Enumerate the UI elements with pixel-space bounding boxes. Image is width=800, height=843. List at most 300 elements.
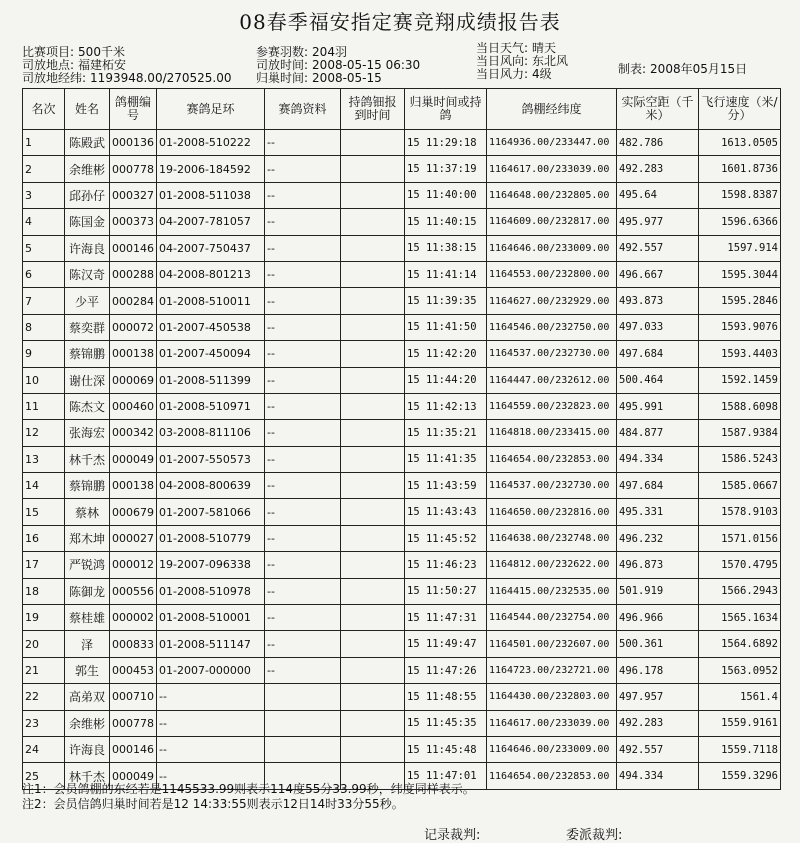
rank-cell: 7 [23, 288, 65, 314]
report-time-cell [341, 130, 405, 156]
table-row [23, 736, 781, 762]
report-time-cell [341, 605, 405, 631]
header-name: 姓名 [65, 89, 110, 130]
ring-cell: 04-2007-781057 [157, 209, 265, 235]
ring-cell: 04-2007-750437 [157, 235, 265, 261]
report-title: 08春季福安指定赛竞翔成绩报告表 [239, 10, 561, 34]
table-row [23, 499, 781, 525]
distance-cell: 492.283 [617, 156, 699, 182]
coords-cell: 1164818.00/233415.00 [487, 420, 617, 446]
pigeon-info-cell [265, 736, 341, 762]
pigeon-info-cell [265, 684, 341, 710]
speed-cell: 1586.5243 [699, 446, 781, 472]
speed-cell: 1601.8736 [699, 156, 781, 182]
shed-id-cell: 000453 [110, 657, 157, 683]
header-shed-id: 鸽棚编号 [110, 89, 157, 130]
coords-cell: 1164559.00/232823.00 [487, 393, 617, 419]
name-cell: 余维彬 [65, 156, 110, 182]
shed-id-cell: 000288 [110, 261, 157, 287]
dispatcher-signature-label: 委派裁判: [566, 828, 623, 843]
return-time-cell: 15 11:47:26 [405, 657, 487, 683]
rank-cell: 17 [23, 552, 65, 578]
distance-cell: 495.64 [617, 182, 699, 208]
name-cell: 蔡奕群 [65, 314, 110, 340]
report-time-cell [341, 314, 405, 340]
distance-cell: 496.667 [617, 261, 699, 287]
report-time-cell [341, 446, 405, 472]
speed-cell: 1571.0156 [699, 525, 781, 551]
name-cell: 许海良 [65, 235, 110, 261]
ring-cell: -- [157, 763, 265, 789]
report-time-cell [341, 288, 405, 314]
ring-cell: 01-2008-511147 [157, 631, 265, 657]
coords-cell: 1164501.00/232607.00 [487, 631, 617, 657]
table-row [23, 393, 781, 419]
report-time-cell [341, 736, 405, 762]
meta-weather: 当日天气: 晴天 [476, 41, 557, 55]
distance-cell: 495.331 [617, 499, 699, 525]
speed-cell: 1570.4795 [699, 552, 781, 578]
return-time-cell: 15 11:35:21 [405, 420, 487, 446]
return-time-cell: 15 11:43:43 [405, 499, 487, 525]
pigeon-info-cell: -- [265, 552, 341, 578]
report-time-cell [341, 235, 405, 261]
table-row [23, 209, 781, 235]
coords-cell: 1164723.00/232721.00 [487, 657, 617, 683]
ring-cell: 04-2008-801213 [157, 261, 265, 287]
return-time-cell: 15 11:45:48 [405, 736, 487, 762]
rank-cell: 23 [23, 710, 65, 736]
name-cell: 林千杰 [65, 446, 110, 472]
return-time-cell: 15 11:45:52 [405, 525, 487, 551]
coords-cell: 1164654.00/232853.00 [487, 446, 617, 472]
speed-cell: 1588.6098 [699, 393, 781, 419]
coords-cell: 1164447.00/232612.00 [487, 367, 617, 393]
ring-cell: 01-2008-510779 [157, 525, 265, 551]
speed-cell: 1598.8387 [699, 182, 781, 208]
shed-id-cell: 000138 [110, 473, 157, 499]
rank-cell: 4 [23, 209, 65, 235]
rank-cell: 8 [23, 314, 65, 340]
name-cell: 张海宏 [65, 420, 110, 446]
name-cell: 陈国金 [65, 209, 110, 235]
distance-cell: 497.684 [617, 341, 699, 367]
table-row [23, 420, 781, 446]
header-rank: 名次 [23, 89, 65, 130]
header-return-time: 归巢时间或持鸽 [405, 89, 487, 130]
pigeon-info-cell: -- [265, 393, 341, 419]
return-time-cell: 15 11:47:01 [405, 763, 487, 789]
distance-cell: 495.977 [617, 209, 699, 235]
report-time-cell [341, 261, 405, 287]
coords-cell: 1164617.00/233039.00 [487, 710, 617, 736]
rank-cell: 25 [23, 763, 65, 789]
table-row [23, 525, 781, 551]
table-row [23, 710, 781, 736]
distance-cell: 494.334 [617, 446, 699, 472]
speed-cell: 1563.0952 [699, 657, 781, 683]
meta-race-item: 比赛项目: 500千米 [22, 45, 125, 59]
rank-cell: 9 [23, 341, 65, 367]
speed-cell: 1587.9384 [699, 420, 781, 446]
distance-cell: 497.684 [617, 473, 699, 499]
ring-cell: 01-2008-511038 [157, 182, 265, 208]
header-ring: 赛鸽足环 [157, 89, 265, 130]
rank-cell: 2 [23, 156, 65, 182]
return-time-cell: 15 11:38:15 [405, 235, 487, 261]
coords-cell: 1164553.00/232800.00 [487, 261, 617, 287]
name-cell: 谢仕深 [65, 367, 110, 393]
shed-id-cell: 000778 [110, 156, 157, 182]
pigeon-info-cell: -- [265, 341, 341, 367]
shed-id-cell: 000002 [110, 605, 157, 631]
coords-cell: 1164646.00/233009.00 [487, 736, 617, 762]
pigeon-info-cell: -- [265, 605, 341, 631]
shed-id-cell: 000710 [110, 684, 157, 710]
speed-cell: 1593.4403 [699, 341, 781, 367]
distance-cell: 496.966 [617, 605, 699, 631]
meta-entries: 参赛羽数: 204羽 [256, 45, 347, 59]
shed-id-cell: 000069 [110, 367, 157, 393]
name-cell: 郑木坤 [65, 525, 110, 551]
return-time-cell: 15 11:46:23 [405, 552, 487, 578]
return-time-cell: 15 11:37:19 [405, 156, 487, 182]
name-cell: 余维彬 [65, 710, 110, 736]
distance-cell: 500.464 [617, 367, 699, 393]
name-cell: 蔡锦鹏 [65, 341, 110, 367]
rank-cell: 20 [23, 631, 65, 657]
rank-cell: 14 [23, 473, 65, 499]
report-time-cell [341, 684, 405, 710]
pigeon-info-cell: -- [265, 182, 341, 208]
coords-cell: 1164609.00/232817.00 [487, 209, 617, 235]
table-row [23, 605, 781, 631]
speed-cell: 1578.9103 [699, 499, 781, 525]
speed-cell: 1593.9076 [699, 314, 781, 340]
shed-id-cell: 000373 [110, 209, 157, 235]
coords-cell: 1164537.00/232730.00 [487, 341, 617, 367]
report-time-cell [341, 209, 405, 235]
ring-cell: 01-2008-510978 [157, 578, 265, 604]
coords-cell: 1164430.00/232803.00 [487, 684, 617, 710]
distance-cell: 494.334 [617, 763, 699, 789]
report-time-cell [341, 499, 405, 525]
speed-cell: 1566.2943 [699, 578, 781, 604]
shed-id-cell: 000138 [110, 341, 157, 367]
rank-cell: 22 [23, 684, 65, 710]
table-row [23, 156, 781, 182]
rank-cell: 6 [23, 261, 65, 287]
return-time-cell: 15 11:45:35 [405, 710, 487, 736]
rank-cell: 24 [23, 736, 65, 762]
header-speed: 飞行速度（米/分） [699, 89, 781, 130]
ring-cell: 01-2008-510971 [157, 393, 265, 419]
pigeon-info-cell: -- [265, 209, 341, 235]
pigeon-info-cell: -- [265, 420, 341, 446]
table-row [23, 552, 781, 578]
shed-id-cell: 000778 [110, 710, 157, 736]
rank-cell: 12 [23, 420, 65, 446]
coords-cell: 1164654.00/232853.00 [487, 763, 617, 789]
pigeon-info-cell: -- [265, 473, 341, 499]
ring-cell: 01-2007-550573 [157, 446, 265, 472]
return-time-cell: 15 11:40:15 [405, 209, 487, 235]
shed-id-cell: 000027 [110, 525, 157, 551]
note-1: 注1：会员鸽棚的东经若是1145533.99则表示114度55分33.99秒，纬度同样表示。 [22, 782, 475, 796]
ring-cell: -- [157, 684, 265, 710]
coords-cell: 1164812.00/232622.00 [487, 552, 617, 578]
speed-cell: 1559.9161 [699, 710, 781, 736]
shed-id-cell: 000136 [110, 130, 157, 156]
pigeon-info-cell: -- [265, 130, 341, 156]
distance-cell: 497.957 [617, 684, 699, 710]
ring-cell: 03-2008-811106 [157, 420, 265, 446]
shed-id-cell: 000049 [110, 763, 157, 789]
shed-id-cell: 000072 [110, 314, 157, 340]
name-cell: 少平 [65, 288, 110, 314]
shed-id-cell: 000327 [110, 182, 157, 208]
speed-cell: 1596.6366 [699, 209, 781, 235]
ring-cell: 01-2008-510011 [157, 288, 265, 314]
coords-cell: 1164936.00/233447.00 [487, 130, 617, 156]
coords-cell: 1164650.00/232816.00 [487, 499, 617, 525]
report-time-cell [341, 341, 405, 367]
pigeon-info-cell: -- [265, 235, 341, 261]
meta-release-coords: 司放地经纬: 1193948.00/270525.00 [22, 71, 232, 85]
report-time-cell [341, 393, 405, 419]
table-row [23, 288, 781, 314]
note-2: 注2：会员信鸽归巢时间若是12 14:33:55则表示12日14时33分55秒。 [22, 797, 404, 811]
pigeon-info-cell: -- [265, 156, 341, 182]
shed-id-cell: 000012 [110, 552, 157, 578]
return-time-cell: 15 11:49:47 [405, 631, 487, 657]
coords-cell: 1164627.00/232929.00 [487, 288, 617, 314]
report-time-cell [341, 552, 405, 578]
return-time-cell: 15 11:41:50 [405, 314, 487, 340]
distance-cell: 493.873 [617, 288, 699, 314]
distance-cell: 495.991 [617, 393, 699, 419]
shed-id-cell: 000833 [110, 631, 157, 657]
speed-cell: 1585.0667 [699, 473, 781, 499]
return-time-cell: 15 11:47:31 [405, 605, 487, 631]
rank-cell: 16 [23, 525, 65, 551]
ring-cell: 01-2008-511399 [157, 367, 265, 393]
pigeon-info-cell: -- [265, 631, 341, 657]
distance-cell: 496.873 [617, 552, 699, 578]
ring-cell: 19-2006-184592 [157, 156, 265, 182]
rank-cell: 3 [23, 182, 65, 208]
shed-id-cell: 000679 [110, 499, 157, 525]
report-time-cell [341, 473, 405, 499]
name-cell: 陈殿武 [65, 130, 110, 156]
return-time-cell: 15 11:42:13 [405, 393, 487, 419]
return-time-cell: 15 11:43:59 [405, 473, 487, 499]
return-time-cell: 15 11:48:55 [405, 684, 487, 710]
table-row [23, 341, 781, 367]
ring-cell: 19-2007-096338 [157, 552, 265, 578]
name-cell: 陈汉奇 [65, 261, 110, 287]
name-cell: 林千杰 [65, 763, 110, 789]
report-time-cell [341, 367, 405, 393]
coords-cell: 1164617.00/233039.00 [487, 156, 617, 182]
report-time-cell [341, 657, 405, 683]
pigeon-info-cell: -- [265, 314, 341, 340]
coords-cell: 1164544.00/232754.00 [487, 605, 617, 631]
ring-cell: 01-2008-510001 [157, 605, 265, 631]
name-cell: 陈杰文 [65, 393, 110, 419]
ring-cell: 01-2008-510222 [157, 130, 265, 156]
return-time-cell: 15 11:40:00 [405, 182, 487, 208]
pigeon-info-cell: -- [265, 525, 341, 551]
speed-cell: 1559.3296 [699, 763, 781, 789]
coords-cell: 1164648.00/232805.00 [487, 182, 617, 208]
meta-release-time: 司放时间: 2008-05-15 06:30 [256, 58, 421, 72]
pigeon-info-cell: -- [265, 578, 341, 604]
shed-id-cell: 000460 [110, 393, 157, 419]
table-row [23, 314, 781, 340]
distance-cell: 484.877 [617, 420, 699, 446]
distance-cell: 497.033 [617, 314, 699, 340]
speed-cell: 1565.1634 [699, 605, 781, 631]
speed-cell: 1595.2846 [699, 288, 781, 314]
table-row [23, 367, 781, 393]
ring-cell: 04-2008-800639 [157, 473, 265, 499]
name-cell: 陈御龙 [65, 578, 110, 604]
distance-cell: 496.232 [617, 525, 699, 551]
table-row [23, 631, 781, 657]
speed-cell: 1595.3044 [699, 261, 781, 287]
speed-cell: 1564.6892 [699, 631, 781, 657]
return-time-cell: 15 11:41:35 [405, 446, 487, 472]
name-cell: 高弟双 [65, 684, 110, 710]
header-shed-coords: 鸽棚经纬度 [487, 89, 617, 130]
ring-cell: 01-2007-581066 [157, 499, 265, 525]
distance-cell: 501.919 [617, 578, 699, 604]
report-time-cell [341, 420, 405, 446]
table-row [23, 684, 781, 710]
meta-wind-force: 当日风力: 4级 [476, 67, 552, 81]
coords-cell: 1164646.00/233009.00 [487, 235, 617, 261]
name-cell: 蔡桂雄 [65, 605, 110, 631]
return-time-cell: 15 11:41:14 [405, 261, 487, 287]
pigeon-info-cell: -- [265, 288, 341, 314]
name-cell: 许海良 [65, 736, 110, 762]
distance-cell: 492.557 [617, 736, 699, 762]
report-time-cell [341, 631, 405, 657]
return-time-cell: 15 11:29:18 [405, 130, 487, 156]
shed-id-cell: 000284 [110, 288, 157, 314]
shed-id-cell: 000342 [110, 420, 157, 446]
ring-cell: -- [157, 710, 265, 736]
ring-cell: 01-2007-000000 [157, 657, 265, 683]
speed-cell: 1561.4 [699, 684, 781, 710]
name-cell: 郭生 [65, 657, 110, 683]
meta-wind-direction: 当日风向: 东北风 [476, 54, 569, 68]
distance-cell: 500.361 [617, 631, 699, 657]
return-time-cell: 15 11:50:27 [405, 578, 487, 604]
report-time-cell [341, 525, 405, 551]
table-row [23, 235, 781, 261]
rank-cell: 15 [23, 499, 65, 525]
pigeon-info-cell: -- [265, 261, 341, 287]
name-cell: 泽 [65, 631, 110, 657]
speed-cell: 1592.1459 [699, 367, 781, 393]
table-row [23, 130, 781, 156]
table-row [23, 578, 781, 604]
shed-id-cell: 000049 [110, 446, 157, 472]
speed-cell: 1613.0505 [699, 130, 781, 156]
name-cell: 蔡林 [65, 499, 110, 525]
return-time-cell: 15 11:42:20 [405, 341, 487, 367]
pigeon-info-cell [265, 710, 341, 736]
ring-cell: 01-2007-450538 [157, 314, 265, 340]
rank-cell: 10 [23, 367, 65, 393]
distance-cell: 492.283 [617, 710, 699, 736]
coords-cell: 1164638.00/232748.00 [487, 525, 617, 551]
rank-cell: 19 [23, 605, 65, 631]
table-row [23, 657, 781, 683]
meta-release-place: 司放地点: 福建柘安 [22, 58, 127, 72]
distance-cell: 492.557 [617, 235, 699, 261]
pigeon-info-cell: -- [265, 446, 341, 472]
rank-cell: 11 [23, 393, 65, 419]
rank-cell: 21 [23, 657, 65, 683]
return-time-cell: 15 11:44:20 [405, 367, 487, 393]
pigeon-info-cell: -- [265, 657, 341, 683]
results-body [23, 130, 781, 790]
distance-cell: 482.786 [617, 130, 699, 156]
table-header-row [23, 89, 781, 130]
table-row [23, 261, 781, 287]
rank-cell: 5 [23, 235, 65, 261]
header-distance: 实际空距（千米） [617, 89, 699, 130]
speed-cell: 1559.7118 [699, 736, 781, 762]
shed-id-cell: 000556 [110, 578, 157, 604]
table-row [23, 473, 781, 499]
return-time-cell: 15 11:39:35 [405, 288, 487, 314]
report-time-cell [341, 156, 405, 182]
table-row [23, 446, 781, 472]
table-row [23, 182, 781, 208]
rank-cell: 13 [23, 446, 65, 472]
speed-cell: 1597.914 [699, 235, 781, 261]
rank-cell: 18 [23, 578, 65, 604]
rank-cell: 1 [23, 130, 65, 156]
results-table [22, 88, 781, 790]
header-report-time: 持鸽钿报到时间 [341, 89, 405, 130]
coords-cell: 1164546.00/232750.00 [487, 314, 617, 340]
recorder-signature-label: 记录裁判: [424, 828, 481, 843]
shed-id-cell: 000146 [110, 736, 157, 762]
name-cell: 邱孙仔 [65, 182, 110, 208]
report-time-cell [341, 578, 405, 604]
name-cell: 严锐鸿 [65, 552, 110, 578]
name-cell: 蔡锦鹏 [65, 473, 110, 499]
ring-cell: 01-2007-450094 [157, 341, 265, 367]
meta-return-time: 归巢时间: 2008-05-15 [256, 71, 382, 85]
pigeon-info-cell: -- [265, 499, 341, 525]
distance-cell: 496.178 [617, 657, 699, 683]
shed-id-cell: 000146 [110, 235, 157, 261]
report-time-cell [341, 710, 405, 736]
coords-cell: 1164415.00/232535.00 [487, 578, 617, 604]
coords-cell: 1164537.00/232730.00 [487, 473, 617, 499]
pigeon-info-cell: -- [265, 367, 341, 393]
report-time-cell [341, 182, 405, 208]
meta-made-date: 制表: 2008年05月15日 [618, 62, 748, 76]
header-pigeon-info: 赛鸽资料 [265, 89, 341, 130]
ring-cell: -- [157, 736, 265, 762]
